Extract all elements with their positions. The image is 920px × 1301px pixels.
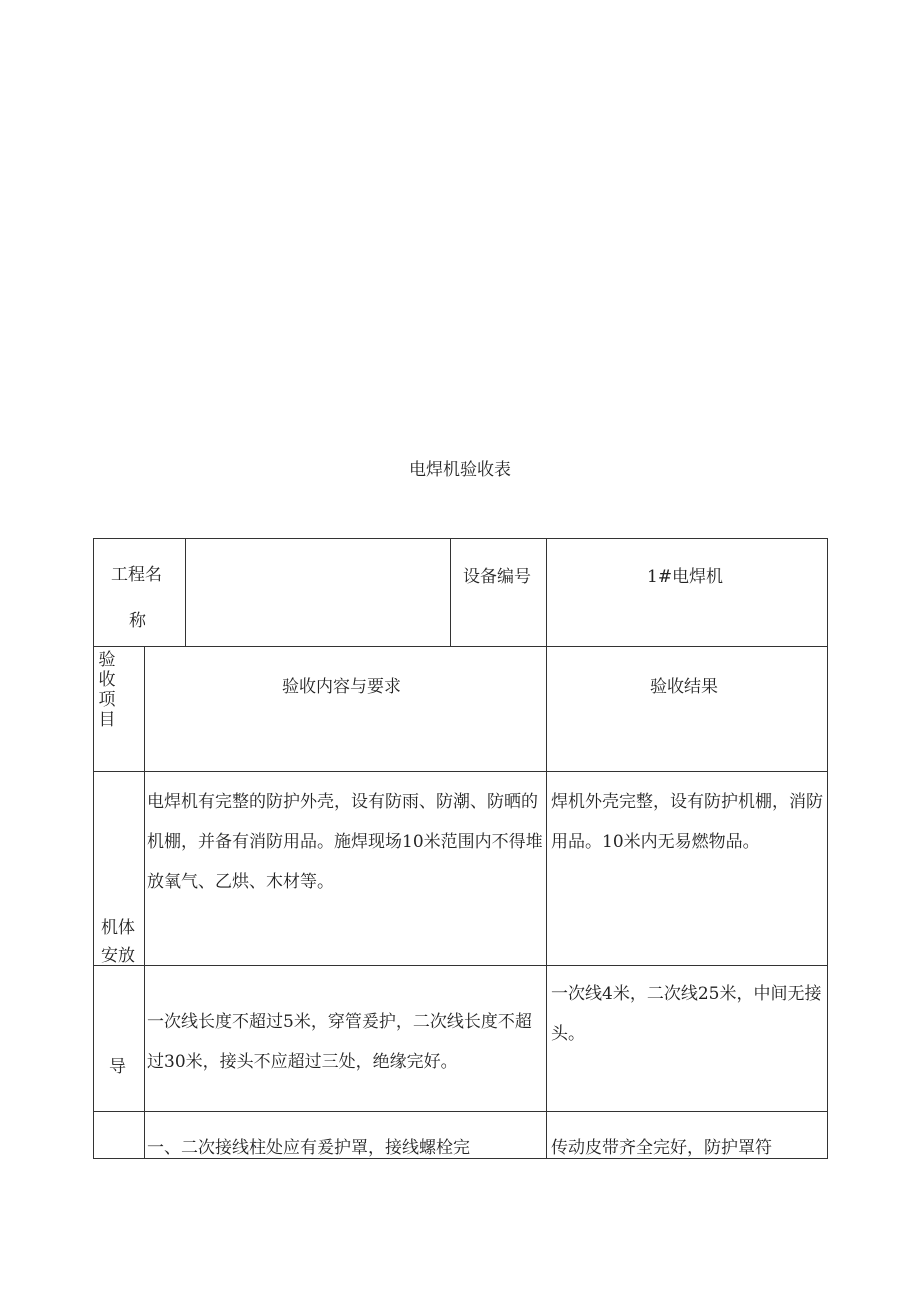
item-label-char: 验	[98, 650, 116, 670]
acceptance-table	[93, 538, 828, 1159]
project-name-label-cell	[94, 539, 186, 647]
item-label-char: 项	[98, 690, 116, 710]
requirement-cell	[145, 966, 547, 1112]
header-row	[94, 539, 828, 647]
table-row	[94, 1112, 828, 1159]
content-label-cell	[145, 647, 547, 772]
column-header-row	[94, 647, 828, 772]
requirement-cell	[145, 1112, 547, 1159]
item-cell	[94, 966, 145, 1112]
device-no-label: 设备编号	[463, 567, 531, 587]
document-title: 电焊机验收表	[409, 460, 511, 480]
item-label-cell	[94, 647, 145, 772]
result-text: 焊机外壳完整，设有防护机棚，消防用品。10米内无易燃物品。	[551, 792, 823, 852]
item-label-char: 收	[98, 670, 116, 690]
item-cell	[94, 772, 145, 966]
content-label: 验收内容与要求	[282, 677, 401, 697]
item-cell	[94, 1112, 145, 1159]
item-label-line1: 机体	[101, 918, 135, 938]
result-label-cell	[547, 647, 828, 772]
result-cell	[547, 966, 828, 1112]
project-name-label-line2: 称	[129, 611, 146, 631]
result-cell	[547, 772, 828, 966]
requirement-text: 一、二次接线柱处应有爰护罩，接线螺栓完	[147, 1138, 470, 1158]
result-label: 验收结果	[650, 677, 718, 697]
result-text: 一次线4米，二次线25米，中间无接头。	[551, 984, 822, 1044]
item-label-char: 目	[98, 710, 116, 730]
item-label: 导	[109, 1057, 126, 1077]
device-no-value-cell	[547, 539, 828, 647]
requirement-text: 电焊机有完整的防护外壳，设有防雨、防潮、防晒的机棚，并备有消防用品。施焊现场10米范围内不得堆放氧气、乙烘、木材等。	[147, 792, 543, 892]
project-name-label-line1: 工程名	[111, 565, 162, 585]
item-label-vertical	[97, 650, 117, 730]
device-no-value: 1#电焊机	[647, 567, 724, 587]
result-text: 传动皮带齐全完好，防护罩符	[551, 1138, 772, 1158]
requirement-text: 一次线长度不超过5米，穿管爰护，二次线长度不超过30米，接头不应超过三处，绝缘完好。	[147, 1012, 532, 1072]
item-label-line2: 安放	[101, 946, 135, 966]
requirement-cell	[145, 772, 547, 966]
project-name-value-cell	[186, 539, 451, 647]
result-cell	[547, 1112, 828, 1159]
device-no-label-cell	[451, 539, 547, 647]
table-row	[94, 772, 828, 966]
table-row	[94, 966, 828, 1112]
